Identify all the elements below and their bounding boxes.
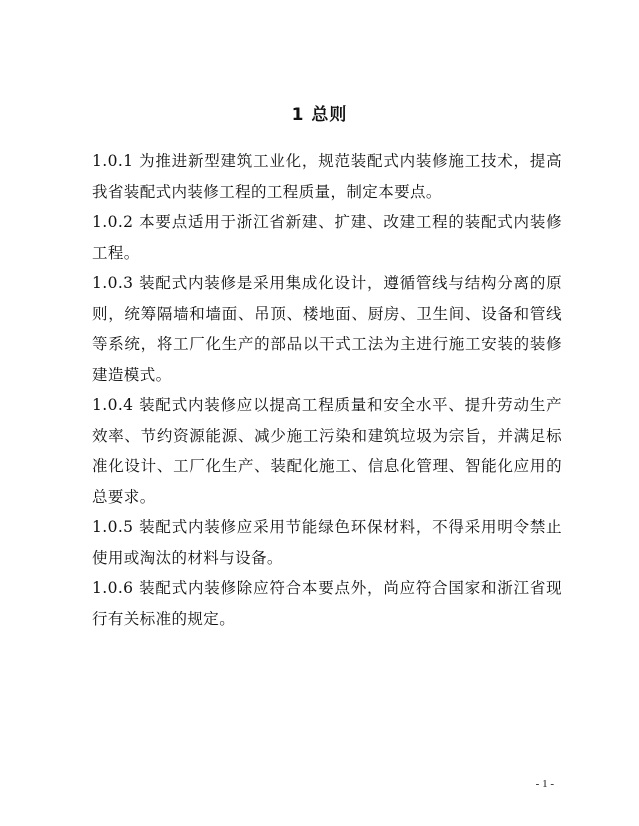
clause-1-0-2: 1.0.2 本要点适用于浙江省新建、扩建、改建工程的装配式内装修工程。 (92, 213, 562, 262)
clause-1-0-4: 1.0.4 装配式内装修应以提高工程质量和安全水平、提升劳动生产效率、节约资源能源、减少施工污染和建筑垃圾为宗旨，并满足标准化设计、工厂化生产、装配化施工、信息化管理、智能化应用的总要求。 (92, 396, 562, 506)
clause-list (92, 146, 562, 634)
clause-1-0-1: 1.0.1 为推进新型建筑工业化，规范装配式内装修施工技术，提高我省装配式内装修工程的工程质量，制定本要点。 (92, 152, 562, 201)
page-title: 1 总则 (291, 105, 348, 125)
clause-1-0-6: 1.0.6 装配式内装修除应符合本要点外，尚应符合国家和浙江省现行有关标准的规定。 (92, 579, 562, 628)
clause-1-0-5: 1.0.5 装配式内装修应采用节能绿色环保材料，不得采用明令禁止使用或淘汰的材料与设备。 (92, 518, 562, 567)
clause-1-0-3: 1.0.3 装配式内装修是采用集成化设计，遵循管线与结构分离的原则，统筹隔墙和墙面、吊顶、楼地面、厨房、卫生间、设备和管线等系统，将工厂化生产的部品以干式工法为主进行施工安装的装修建造模式。 (92, 274, 562, 384)
page-number: - 1 - (535, 778, 554, 790)
